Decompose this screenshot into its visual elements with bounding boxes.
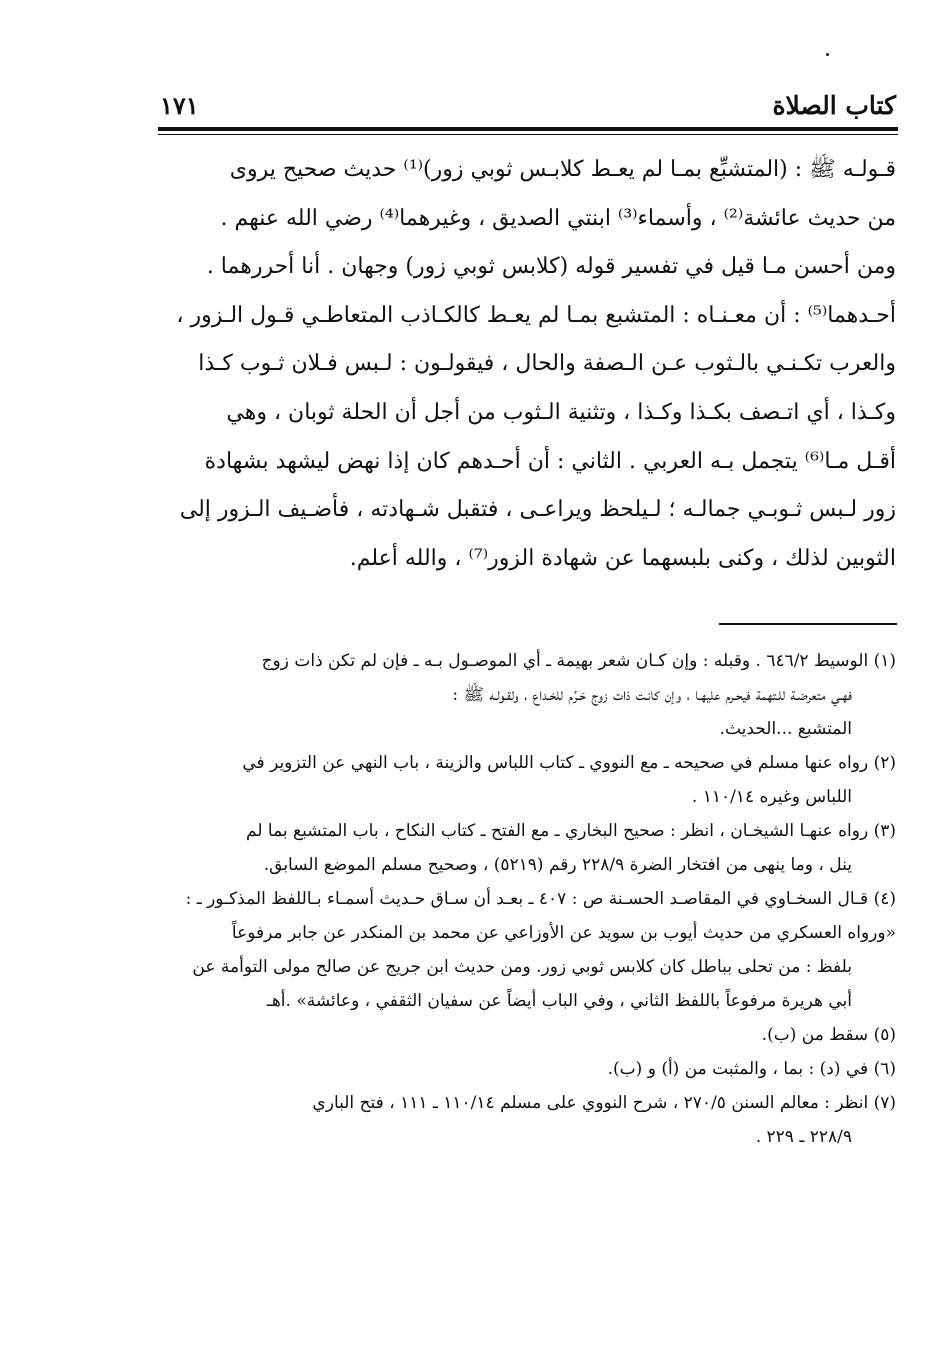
footnotes <box>160 644 896 1154</box>
footnote-line: (٣) رواه عنهـا الشيخـان ، انظر : صحيح البخاري ـ مع الفتح ـ كتاب النكاح ، باب المتشبع بما لم <box>246 821 896 841</box>
footnote-4 <box>160 882 896 1018</box>
footnote-line: فهـي متعرضـة للـتهمة فيحـرم عليهـا ، وإن كانـت ذات زوج حَـرُم للخـداع ، ولقـولـه ﷺ : <box>452 685 852 705</box>
main-line: أقـل مـا⁽⁶⁾ يتجمل بـه العربي . الثاني : أن أحـدهم كان إذا نهض ليشهد بشهادة <box>204 448 896 474</box>
chapter-title: كتاب الصلاة <box>772 91 896 120</box>
footnote-line: ينل ، وما ينهى من افتخار الضرة ٢٢٨/٩ رقم (٥٢١٩) ، وصحيح مسلم الموضع السابق. <box>263 855 852 875</box>
running-header <box>160 88 896 124</box>
footnote-6 <box>160 1052 896 1086</box>
footnote-line: (٤) قـال السخـاوي في المقاصـد الحسـنة ص : ٤٠٧ ـ بعـد أن سـاق حـديث أسمـاء بـاللفظ المذكـور ـ : <box>185 889 896 909</box>
footnote-line: (٥) سقط من (ب). <box>761 1025 896 1045</box>
footnote-line: بلفظ : من تحلى بباطل كان كلابس ثوبي زور. ومن حديث ابن جريج عن صالح مولى التوأمة عن <box>192 957 852 977</box>
speck-mark <box>826 53 829 56</box>
main-line: الثوبين لذلك ، وكنى بلبسهما عن شهادة الزور⁽⁷⁾ ، والله أعلم. <box>349 545 896 571</box>
footnote-3 <box>160 814 896 882</box>
footnote-line: اللباس وغيره ١١٠/١٤ . <box>691 787 852 807</box>
footnote-2 <box>160 746 896 814</box>
footnote-1 <box>160 644 896 746</box>
main-line: وكـذا ، أي اتـصف بكـذا وكـذا ، وتثنية الـثوب من أجل أن الحلة ثوبان ، وهي <box>226 399 896 425</box>
main-line: زور لـبس ثـوبـي جمالـه ؛ لـيلحظ ويراعـى ، فتقبل شـهادته ، فأضـيف الـزور إلى <box>179 497 896 523</box>
main-line: أحـدهما⁽⁵⁾ : أن معـنـاه : المتشبع بمـا لم يعـط كالكـاذب المتعاطـي قـول الـزور ، <box>176 302 896 328</box>
header-rule-thin <box>158 134 898 135</box>
footnote-line: (٦) في (د) : بما ، والمثبت من (أ) و (ب). <box>607 1059 896 1079</box>
footnote-line: (١) الوسيط ٦٤٦/٢ . وقبله : وإن كـان شعر بهيمة ـ أي الموصـول بـه ـ فإن لم تكن ذات زوج <box>261 651 896 671</box>
page-number: ١٧١ <box>160 91 199 120</box>
footnote-7 <box>160 1086 896 1154</box>
main-line: والعرب تكـنـي بالـثوب عـن الـصفة والحال ، فيقولـون : لـبس فـلان ثـوب كـذا <box>198 351 896 377</box>
main-text <box>160 146 896 583</box>
footnote-5 <box>160 1018 896 1052</box>
main-line: من حديث عائشة⁽²⁾ ، وأسماء⁽³⁾ ابنتي الصديق ، وغيرهما⁽⁴⁾ رضي الله عنهم . <box>220 205 896 231</box>
main-line: ومن أحسن مـا قيل في تفسير قوله (كلابس ثوبي زور) وجهان . أنا أحررهما . <box>206 254 896 280</box>
header-rule-thick <box>158 127 898 131</box>
footnote-line: (٧) انظر : معالم السنن ٢٧٠/٥ ، شرح النووي على مسلم ١١٠/١٤ ـ ١١١ ، فتح الباري <box>312 1093 896 1113</box>
footnote-line: ٢٢٨/٩ ـ ٢٢٩ . <box>755 1127 852 1147</box>
footnote-line: المتشبع ...الحديث. <box>719 719 852 739</box>
footnote-line: أبي هريرة مرفوعاً باللفظ الثاني ، وفي الباب أيضاً عن سفيان الثقفي ، وعائشة» .أهـ <box>266 991 852 1011</box>
main-line: قـولـه ﷺ : (المتشبِّع بمـا لم يعـط كلابـس ثوبي زور)⁽¹⁾ حديث صحيح يروى <box>229 157 896 182</box>
footnote-line: «ورواه العسكري من حديث أيوب بن سويد عن الأوزاعي عن محمد بن المنكدر عن جابر مرفوعاً <box>231 923 896 943</box>
footnote-separator <box>719 623 897 625</box>
footnote-line: (٢) رواه عنها مسلم في صحيحه ـ مع النووي ـ كتاب اللباس والزينة ، باب النهي عن التزوير في <box>242 753 896 773</box>
